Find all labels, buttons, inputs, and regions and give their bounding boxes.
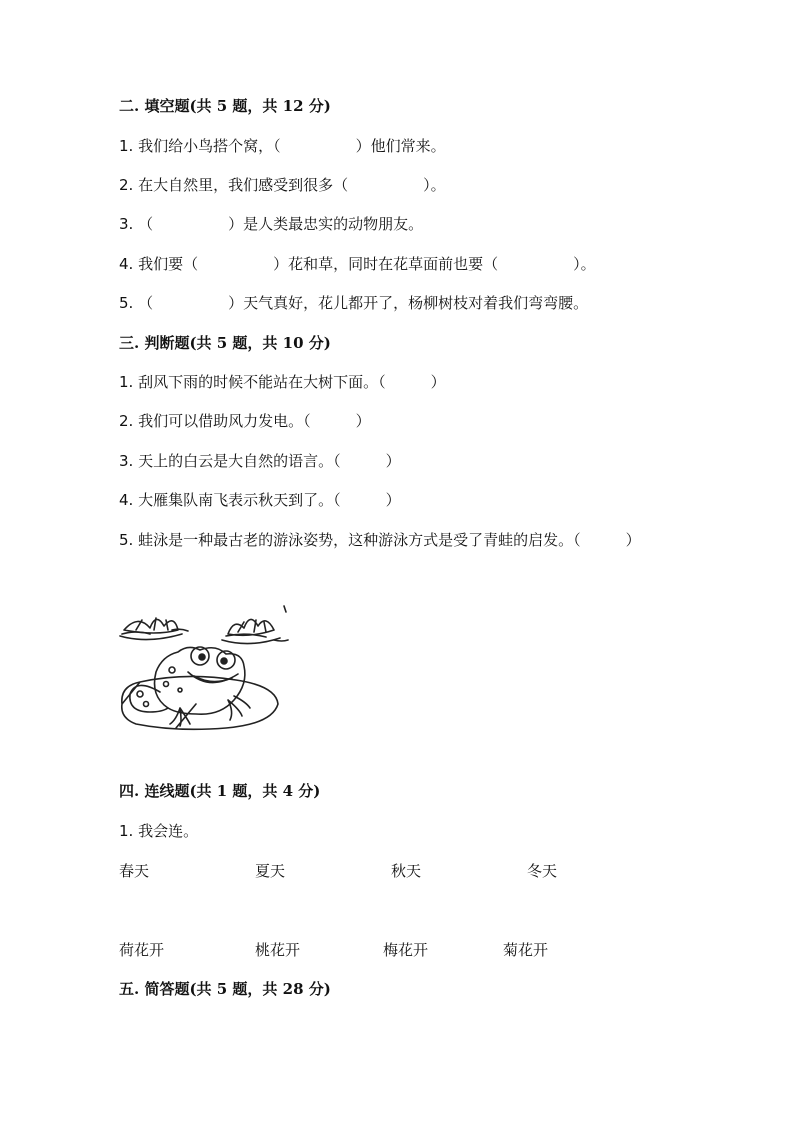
fill-question-1: 1. 我们给小鸟搭个窝，（ ）他们常来。 [119, 137, 446, 155]
fill-question-2: 2. 在大自然里，我们感受到很多（ ）。 [119, 176, 446, 194]
match-question-1: 1. 我会连。 [119, 822, 199, 840]
section2-heading: 二. 填空题(共 5 题，共 12 分) [119, 97, 331, 115]
section5-heading: 五. 简答题(共 5 题，共 28 分) [119, 980, 331, 998]
season-spring: 春天 [119, 862, 150, 880]
season-winter: 冬天 [527, 862, 558, 880]
flower-plum: 梅花开 [383, 941, 429, 959]
judge-question-2: 2. 我们可以借助风力发电。（ ） [119, 412, 371, 430]
fill-question-3: 3. （ ）是人类最忠实的动物朋友。 [119, 215, 424, 233]
section3-heading: 三. 判断题(共 5 题，共 10 分) [119, 334, 331, 352]
section4-heading: 四. 连线题(共 1 题，共 4 分) [119, 782, 321, 800]
season-autumn: 秋天 [391, 862, 422, 880]
fill-question-5: 5. （ ）天气真好，花儿都开了，杨柳树枝对着我们弯弯腰。 [119, 294, 589, 312]
flower-peach: 桃花开 [255, 941, 301, 959]
judge-question-3: 3. 天上的白云是大自然的语言。（ ） [119, 452, 401, 470]
judge-question-5: 5. 蛙泳是一种最古老的游泳姿势，这种游泳方式是受了青蛙的启发。（ ） [119, 531, 641, 549]
season-summer: 夏天 [255, 862, 286, 880]
judge-question-1: 1. 刮风下雨的时候不能站在大树下面。（ ） [119, 373, 446, 391]
judge-question-4: 4. 大雁集队南飞表示秋天到了。（ ） [119, 491, 401, 509]
fill-question-4: 4. 我们要（ ）花和草，同时在花草面前也要（ ）。 [119, 255, 596, 273]
flower-chrysanthemum: 菊花开 [503, 941, 549, 959]
flower-lotus: 荷花开 [119, 941, 165, 959]
frog-on-lily-pad-illustration [116, 600, 290, 736]
